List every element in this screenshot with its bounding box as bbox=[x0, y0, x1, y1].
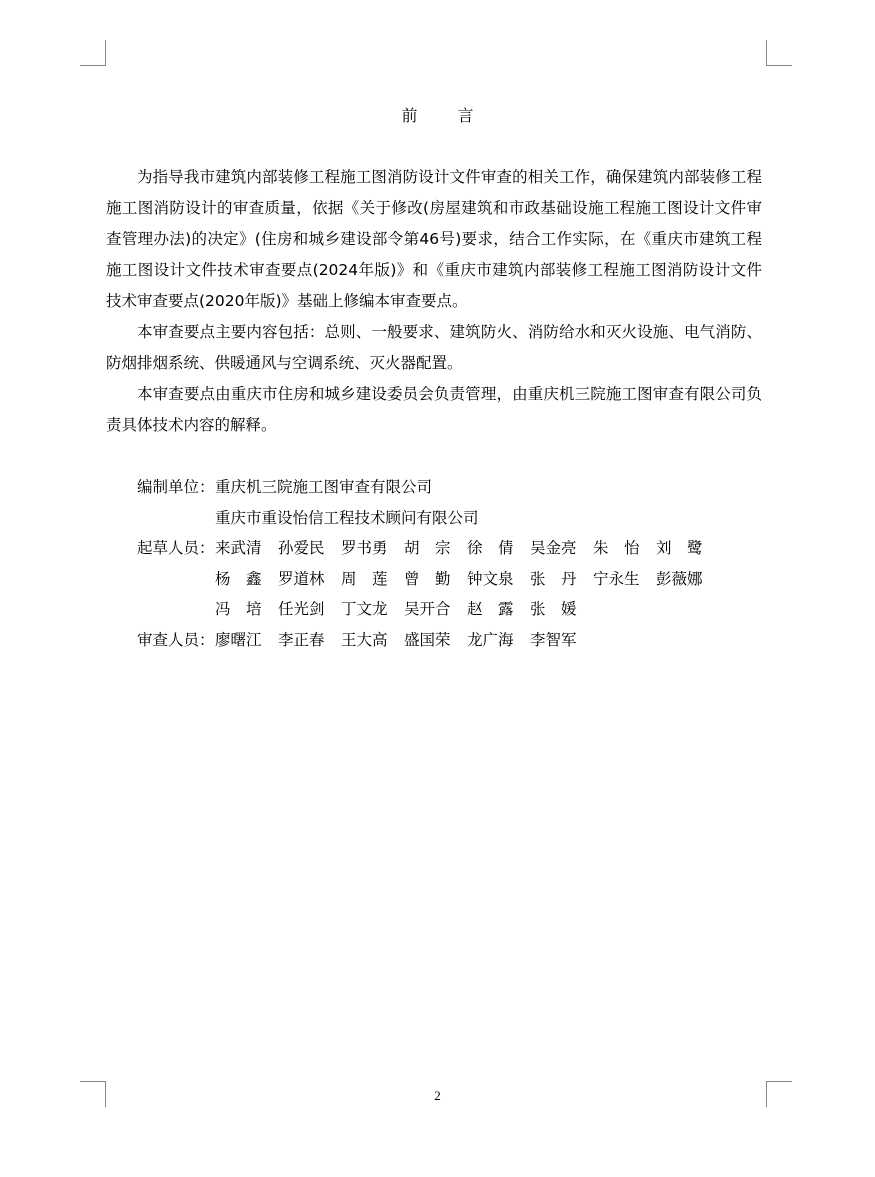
drafters-line bbox=[215, 594, 757, 625]
drafter-name: 杨 鑫 bbox=[215, 569, 262, 588]
compiling-unit: 重庆机三院施工图审查有限公司 bbox=[215, 478, 433, 496]
drafter-name: 赵 露 bbox=[467, 600, 514, 619]
preface-paragraph-1: 为指导我市建筑内部装修工程施工图消防设计文件审查的相关工作，确保建筑内部装修工程施工图消防设计的审查质量，依据《关于修改(房屋建筑和市政基础设施工程施工图设计文件审查管理办法)的决定》(住房和城乡建设部令第46号)要求，结合工作实际，在《重庆市建筑工程施工图设计文件技术审查要点(2024年版)》和《重庆市建筑内部装修工程施工图消防设计文件技术审查要点(2020年版)》基础上修编本审查要点。 bbox=[106, 168, 762, 310]
reviewer-name: 李智军 bbox=[530, 630, 577, 649]
reviewers-label: 审查人员： bbox=[137, 630, 215, 649]
drafter-name: 彭薇娜 bbox=[656, 569, 703, 588]
drafters-line bbox=[215, 564, 757, 595]
drafter-name: 徐 倩 bbox=[467, 539, 514, 558]
preface-paragraph-3: 本审查要点由重庆市住房和城乡建设委员会负责管理，由重庆机三院施工图审查有限公司负责具体技术内容的解释。 bbox=[106, 385, 762, 434]
compiling-units-row bbox=[137, 472, 757, 533]
drafter-name: 罗书勇 bbox=[341, 539, 388, 558]
drafter-name: 冯 培 bbox=[215, 600, 262, 619]
reviewer-name: 王大高 bbox=[341, 630, 388, 649]
drafter-name: 张 丹 bbox=[530, 569, 577, 588]
drafters-label: 起草人员： bbox=[137, 539, 215, 558]
reviewers-list bbox=[215, 625, 757, 656]
drafter-name: 朱 怡 bbox=[593, 539, 640, 558]
reviewers-line bbox=[215, 625, 757, 656]
compiling-units-list bbox=[215, 472, 757, 533]
drafter-name: 罗道林 bbox=[278, 569, 325, 588]
drafter-name: 刘 鹭 bbox=[656, 539, 703, 558]
crop-mark-top-right bbox=[766, 40, 792, 66]
drafters-list bbox=[215, 533, 757, 625]
drafter-name: 张 媛 bbox=[530, 600, 577, 619]
credits-section bbox=[137, 472, 757, 656]
drafter-name: 任光剑 bbox=[278, 600, 325, 619]
drafter-name: 宁永生 bbox=[593, 569, 640, 588]
reviewer-name: 龙广海 bbox=[467, 630, 514, 649]
page-number: 2 bbox=[434, 1088, 441, 1103]
drafter-name: 吴开合 bbox=[404, 600, 451, 619]
drafter-name: 胡 宗 bbox=[404, 539, 451, 558]
reviewer-name: 李正春 bbox=[278, 630, 325, 649]
drafter-name: 丁文龙 bbox=[341, 600, 388, 619]
drafters-line bbox=[215, 533, 757, 564]
reviewer-name: 廖曙江 bbox=[215, 630, 262, 649]
drafter-name: 吴金亮 bbox=[530, 539, 577, 558]
page-title: 前言 bbox=[401, 106, 514, 125]
drafter-name: 来武清 bbox=[215, 539, 262, 558]
compiling-units-label: 编制单位： bbox=[137, 478, 215, 496]
drafter-name: 钟文泉 bbox=[467, 569, 514, 588]
reviewer-name: 盛国荣 bbox=[404, 630, 451, 649]
compiling-unit: 重庆市重设怡信工程技术顾问有限公司 bbox=[215, 508, 479, 527]
crop-mark-top-left bbox=[80, 40, 106, 66]
drafter-name: 曾 勤 bbox=[404, 569, 451, 588]
preface-paragraph-2: 本审查要点主要内容包括：总则、一般要求、建筑防火、消防给水和灭火设施、电气消防、防烟排烟系统、供暖通风与空调系统、灭火器配置。 bbox=[106, 323, 762, 372]
drafter-name: 孙爱民 bbox=[278, 539, 325, 558]
drafters-row bbox=[137, 533, 757, 625]
preface-body bbox=[106, 162, 762, 441]
reviewers-row bbox=[137, 625, 757, 656]
drafter-name: 周 莲 bbox=[341, 569, 388, 588]
